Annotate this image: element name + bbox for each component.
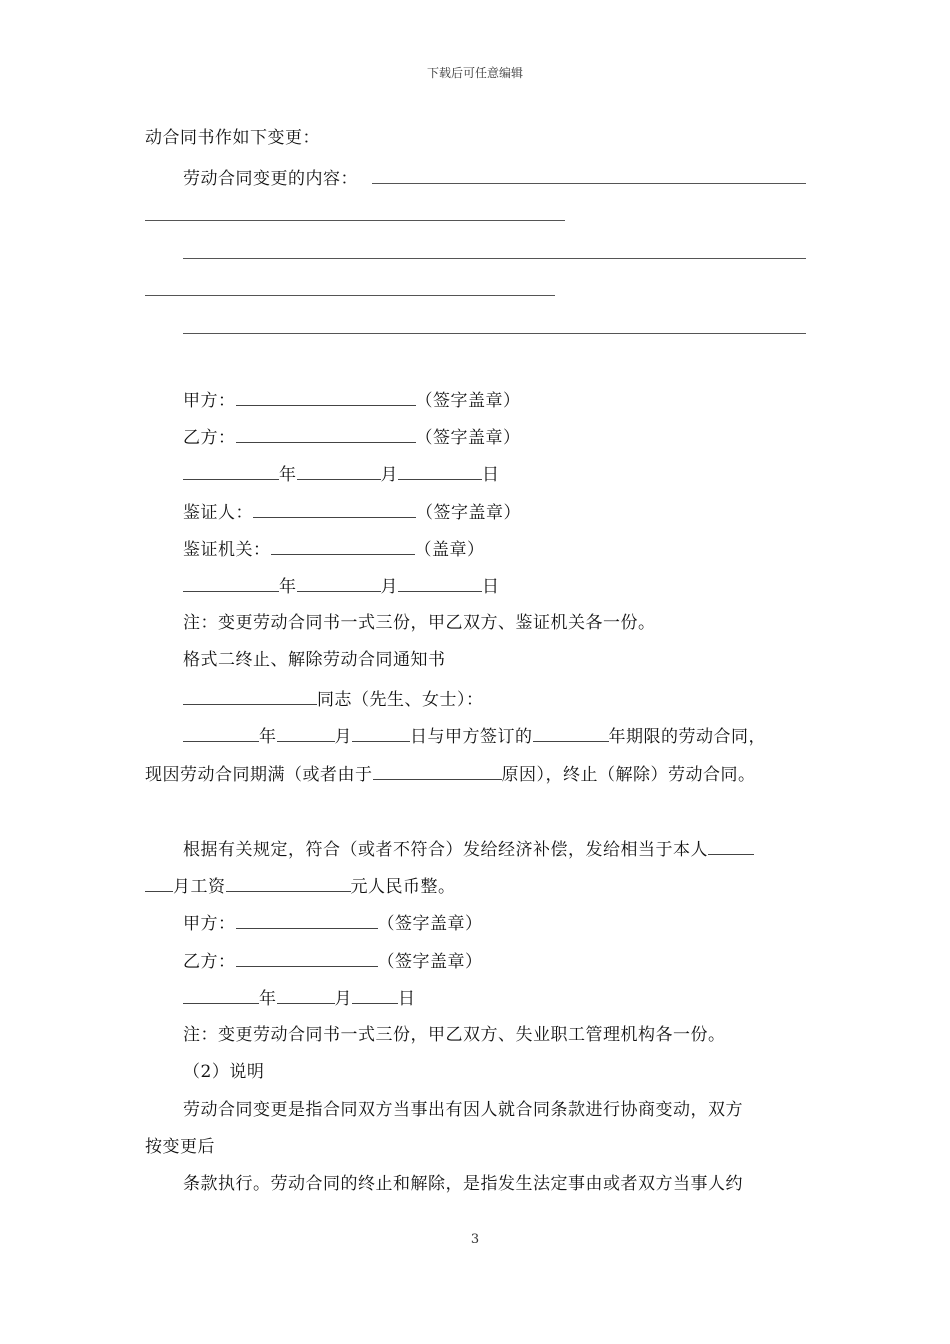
signature-blank: [253, 500, 416, 518]
agency-stamp: 鉴证机关： （盖章）: [183, 537, 485, 561]
paragraph-line: 现因劳动合同期满（或者由于 原因），终止（解除）劳动合同。: [145, 762, 756, 786]
paragraph-line: 动合同书作如下变更：: [145, 128, 320, 148]
paragraph-line: 月工资 元人民币整。: [145, 874, 456, 898]
note-line: 注：变更劳动合同书一式三份，甲乙双方、失业职工管理机构各一份。: [183, 1025, 726, 1045]
signature-blank: [236, 949, 378, 967]
party-a-signature: 甲方： （签字盖章）: [183, 911, 483, 935]
note-line: 注：变更劳动合同书一式三份，甲乙双方、鉴证机关各一份。: [183, 613, 656, 633]
paragraph-line: 按变更后: [145, 1137, 215, 1157]
signature-blank: [236, 388, 416, 406]
salutation-line: 同志（先生、女士）：: [183, 687, 484, 711]
signature-blank: [236, 425, 416, 443]
blank-line: [372, 183, 806, 184]
blank-line: [145, 295, 555, 296]
paragraph-line: 根据有关规定，符合（或者不符合）发给经济补偿，发给相当于本人: [183, 837, 754, 861]
date-line: 年 月 日: [183, 462, 500, 486]
blank-line: [145, 220, 565, 221]
section-title: 格式二终止、解除劳动合同通知书: [183, 650, 446, 670]
paragraph-line: 条款执行。劳动合同的终止和解除，是指发生法定事由或者双方当事人约: [183, 1174, 743, 1194]
blank-line: [183, 333, 806, 334]
signature-blank: [236, 911, 378, 929]
signature-blank: [271, 537, 415, 555]
change-content-label: 劳动合同变更的内容：: [183, 169, 358, 189]
page-header: 下载后可任意编辑: [426, 66, 523, 80]
date-line: 年 月 日: [183, 986, 416, 1010]
page-number: 3: [470, 1232, 480, 1247]
witness-signature: 鉴证人： （签字盖章）: [183, 500, 521, 524]
party-b-signature: 乙方： （签字盖章）: [183, 425, 521, 449]
paragraph-line: 劳动合同变更是指合同双方当事出有因人就合同条款进行协商变动，双方: [183, 1100, 743, 1120]
paragraph-line: 年 月 日与甲方签订的 年期限的劳动合同，: [183, 724, 766, 748]
section-title: （2）说明: [183, 1062, 265, 1082]
party-b-signature: 乙方： （签字盖章）: [183, 949, 483, 973]
blank-line: [183, 258, 806, 259]
date-line: 年 月 日: [183, 574, 500, 598]
party-a-signature: 甲方： （签字盖章）: [183, 388, 521, 412]
